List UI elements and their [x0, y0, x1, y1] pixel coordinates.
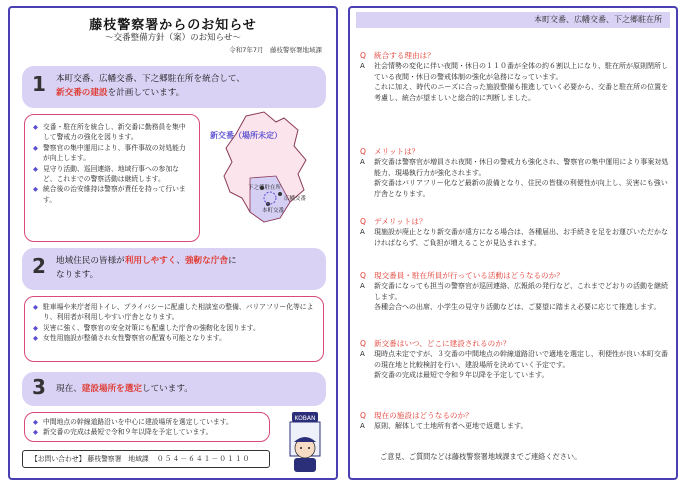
section-3-text	[56, 382, 193, 396]
answer-text: 各種会合への出席、小学生の見守り活動などは、ご要望に踏まえ必要に応じて推進します。	[374, 303, 661, 312]
q-label: Q	[360, 147, 366, 156]
contact-box	[22, 450, 270, 468]
question-text: 現在の施設はどうなるのか？	[374, 411, 473, 420]
date-line: 令和7年7月 藤枝警察署地域課	[229, 46, 322, 54]
bullet-item: ◆ 女性用施設が整備され女性警察官の配置も可能となります。	[33, 333, 315, 343]
section-2-line2: なります。	[56, 270, 99, 280]
qa-item	[360, 146, 670, 199]
contact-label: 【お問い合わせ】 藤枝警察署 地域課	[31, 455, 149, 463]
bullet-item: ◆ 見守り活動、巡回連絡、地域行事への参加など、これまでの警察活動は継続します。	[33, 164, 191, 185]
koban-sign-text: KOBAN	[294, 415, 316, 422]
section-1-line1: 本町交番、広幡交番、下之郷駐在所を統合して、	[56, 74, 245, 84]
section-3-highlight: 建設場所を選定	[81, 384, 142, 394]
page-subtitle: ～交番整備方針（案）のお知らせ～	[105, 33, 241, 43]
section-2-post: に	[227, 256, 237, 266]
contact-phone[interactable]: ０５４－６４１－０１１０	[156, 455, 251, 463]
map-place-label: 広幡交番	[284, 196, 307, 202]
qa-item	[360, 338, 670, 381]
bullet-item: ◆ 警察官の集中運用により、事件事故の対処能力が向上します。	[33, 143, 191, 164]
section-1-header	[22, 66, 326, 108]
answer-text: 現施設が廃止となり新交番が遠方になる場合は、各種届出、お手続きを足をお運びいただかなければならず、ご負担が増えることが見込まれます。	[374, 228, 668, 247]
bullet-item: ◆ 新交番の完成は最短で令和９年以降を予定しています。	[33, 427, 261, 437]
section-2-mid: 、	[176, 256, 185, 266]
section-1-text	[56, 72, 245, 100]
left-page	[8, 6, 338, 480]
qa-item	[360, 50, 670, 103]
answer-text: 新交番の完成は最短で令和９年以降を予定しています。	[374, 371, 549, 380]
a-label: A	[360, 228, 365, 236]
bullet-item: ◆ 中間地点の幹線道路沿いを中心に建設場所を選定しています。	[33, 417, 261, 427]
section-1-highlight: 新交番の建設	[56, 88, 108, 98]
section-3-number: 3	[32, 375, 46, 399]
qa-item	[360, 410, 670, 432]
map-label: 新交番（場所未定）	[210, 131, 282, 140]
answer-text: これに加え、時代のニーズに合った施設整備も推進していく必要から、交番と駐在所の位置を考慮し、統合が望ましいと総合的に判断しました。	[374, 83, 669, 102]
answer-text: 原則、解体して土地所有者へ更地で返還します。	[374, 422, 528, 430]
footer-note: ご意見、ご質問などは藤枝警察署地域課までご連絡ください。	[380, 452, 582, 461]
section-1-bullets	[24, 114, 200, 242]
map-place-label: 下之郷駐在所	[248, 185, 282, 191]
answer-text: 新交番は警察官が増員され夜間・休日の警戒力も強化され、警察官の集中運用により事案対処能力、現場執行力が強化されます。	[374, 158, 669, 177]
qa-header: 本町交番、広幡交番、下之郷駐在所	[356, 12, 670, 28]
section-1-line2: を計画しています。	[107, 88, 185, 98]
a-label: A	[360, 158, 365, 166]
section-2-pre: 地域住民の皆様が	[56, 256, 125, 266]
a-label: A	[360, 350, 365, 358]
map-place-label: 本町交番	[262, 208, 285, 214]
section-2-bullets	[24, 296, 324, 362]
answer-text: 社会情勢の変化に伴い夜間・休日の１１０番が全体の約６割以上になり、駐在所が原則閉所している夜間・休日の警戒体制の強化が急務になっています。	[374, 62, 668, 81]
bullet-item: ◆ 交番・駐在所を統合し、新交番に勤務員を集中して警戒力の強化を図ります。	[33, 122, 191, 143]
section-2-header	[22, 248, 326, 290]
question-text: 統合する理由は？	[374, 51, 435, 60]
page-title: 藤枝警察署からのお知らせ	[89, 18, 257, 33]
q-label: Q	[360, 217, 366, 226]
qa-item	[360, 216, 670, 248]
question-text: 新交番はいつ、どこに建設されるのか？	[374, 339, 511, 348]
q-label: Q	[360, 51, 366, 60]
section-2-number: 2	[32, 254, 46, 278]
bullet-item: ◆ 統合後の治安維持は警察が責任を持って行います。	[33, 184, 191, 205]
answer-text: 新交番になっても担当の警察官が巡回連絡、広報紙の発行など、これまでどおりの活動を継続します。	[374, 282, 668, 301]
section-2-highlight-1: 利用しやすく	[124, 256, 177, 266]
qa-item	[360, 270, 670, 313]
q-label: Q	[360, 339, 366, 348]
bullet-item: ◆ 駐車場や来庁者用トイレ、プライバシーに配慮した相談室の整備、バリアフリー化等により、利用者が利用しやすい庁舎となります。	[33, 302, 315, 323]
answer-text: 新交番はバリアフリー化など最新の設備となり、住民の皆様の利便性が向上し、災害にも強い庁舎となります。	[374, 179, 668, 198]
question-text: デメリットは？	[374, 217, 427, 226]
q-label: Q	[360, 411, 366, 420]
koban-mascot-illustration	[274, 410, 330, 474]
a-label: A	[360, 282, 365, 290]
a-label: A	[360, 422, 365, 430]
q-label: Q	[360, 271, 366, 280]
question-text: 現交番員・駐在所員が行っている活動はどうなるのか？	[374, 271, 564, 280]
section-2-text	[56, 254, 237, 282]
question-text: メリットは？	[374, 147, 420, 156]
answer-text: 現時点未定ですが、３交番の中間地点の幹線道路沿いで適地を選定し、利便性が良い本町交番の現在地と比較検討を行い、建設場所を決めていく予定です。	[374, 350, 668, 369]
section-1-number: 1	[32, 72, 46, 96]
section-3-post: しています。	[141, 384, 193, 394]
section-3-bullets	[24, 412, 270, 442]
section-3-header	[22, 372, 326, 406]
bullet-item: ◆ 災害に強く、警察官の安全対策にも配慮した庁舎の強靭化を図ります。	[33, 323, 315, 333]
section-2-highlight-2: 強靭な庁舎	[184, 256, 228, 266]
a-label: A	[360, 62, 365, 70]
right-page	[348, 6, 678, 480]
section-3-pre: 現在、	[56, 384, 82, 394]
